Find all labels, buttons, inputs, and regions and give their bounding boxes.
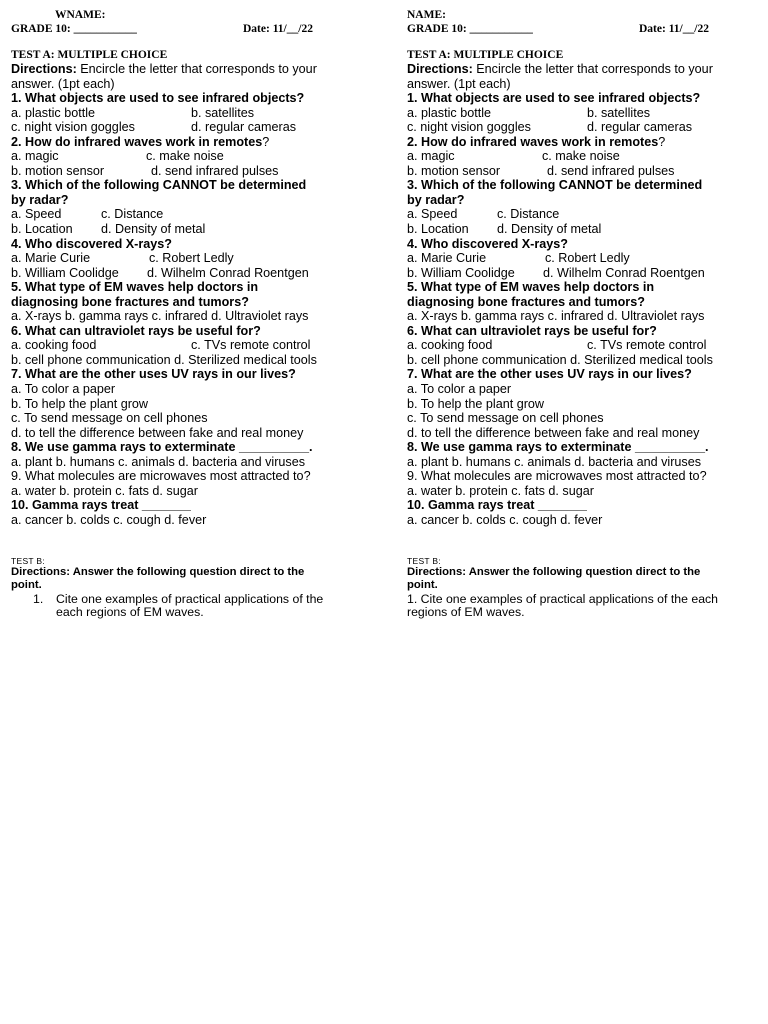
option: a. plastic bottle (11, 105, 96, 120)
question-1-options-row-1 (407, 106, 768, 121)
option: d. Density of metal (497, 222, 602, 237)
option: c. night vision goggles (407, 120, 531, 135)
question-2-end: ? (262, 134, 270, 149)
option: b. satellites (587, 105, 650, 120)
question-7: 7. What are the other uses UV rays in our lives? (407, 367, 692, 382)
option: d. regular cameras (191, 120, 296, 135)
option: c. To send message on cell phones (11, 411, 208, 426)
test-b-directions: Directions: Answer the following question direct to the (11, 565, 305, 578)
option: c. Distance (101, 207, 164, 222)
question-6-options-row-1 (11, 338, 375, 353)
question-5: 5. What type of EM waves help doctors in (11, 280, 259, 295)
directions-text: Encircle the letter that corresponds to your (80, 62, 317, 76)
option: d. Wilhelm Conrad Roentgen (147, 265, 309, 280)
option: a. cooking food (407, 338, 493, 353)
quiz-column-right (407, 8, 768, 620)
header-name-row (407, 8, 768, 22)
option: d. send infrared pulses (151, 163, 279, 178)
option: b. To help the plant grow (11, 396, 148, 411)
option: a. magic (11, 149, 59, 164)
directions-line (11, 62, 375, 77)
directions-text: Encircle the letter that corresponds to your (476, 62, 713, 76)
question-5-options: a. X-rays b. gamma rays c. infrared d. Ultraviolet rays (407, 309, 705, 324)
test-b-question-text-cont: regions of EM waves. (407, 605, 525, 619)
question-4-options-row-2 (407, 266, 768, 281)
header-name-row (11, 8, 375, 22)
question-2-options-row-2 (407, 164, 768, 179)
question-4: 4. Who discovered X-rays? (11, 236, 172, 251)
question-2-line (11, 135, 375, 150)
option: c. make noise (146, 149, 224, 164)
question-1-options-row-1 (11, 106, 375, 121)
option: a. Speed (407, 207, 458, 222)
question-4-options-row-1 (11, 251, 375, 266)
option: b. To help the plant grow (407, 396, 544, 411)
option: b. William Coolidge (407, 265, 515, 280)
date-label: Date: 11/__/22 (639, 23, 709, 35)
question-3: 3. Which of the following CANNOT be determined (11, 178, 307, 193)
question-3-options-row-2 (407, 222, 768, 237)
option: c. Distance (497, 207, 560, 222)
option: a. magic (407, 149, 455, 164)
question-6-options-row-2: b. cell phone communication d. Sterilized medical tools (407, 352, 713, 367)
question-3-options-row-2 (11, 222, 375, 237)
option: d. to tell the difference between fake and real money (407, 425, 700, 440)
option: c. To send message on cell phones (407, 411, 604, 426)
question-9-options: a. water b. protein c. fats d. sugar (407, 483, 594, 498)
option: d. Density of metal (101, 222, 206, 237)
question-4: 4. Who discovered X-rays? (407, 236, 568, 251)
question-10: 10. Gamma rays treat _______ (407, 498, 587, 513)
test-a-title: TEST A: MULTIPLE CHOICE (11, 49, 168, 61)
test-b-question-1 (407, 593, 768, 620)
directions-label: Directions: (407, 62, 473, 76)
question-2: 2. How do infrared waves work in remotes (407, 134, 659, 149)
question-9-options: a. water b. protein c. fats d. sugar (11, 483, 198, 498)
question-6: 6. What can ultraviolet rays be useful for? (407, 323, 657, 338)
test-b-question-number: 1. (33, 591, 44, 606)
question-8: 8. We use gamma rays to exterminate __________. (407, 440, 709, 455)
option: a. To color a paper (11, 382, 116, 397)
option: d. Wilhelm Conrad Roentgen (543, 265, 705, 280)
question-1-options-row-2 (11, 120, 375, 135)
option: b. Location (11, 222, 73, 237)
test-b-directions-cont: point. (11, 578, 42, 591)
option: c. night vision goggles (11, 120, 135, 135)
question-3-options-row-1 (407, 207, 768, 222)
test-b-question-text: 1. Cite one examples of practical applications of the each (407, 591, 719, 606)
test-b-question-1 (11, 593, 375, 620)
option: c. TVs remote control (587, 338, 707, 353)
name-label: WNAME: (55, 9, 106, 21)
directions-line (407, 62, 768, 77)
test-a-title: TEST A: MULTIPLE CHOICE (407, 49, 564, 61)
directions-text-2: answer. (1pt each) (11, 76, 115, 91)
test-b-question-text: Cite one examples of practical applications of the (56, 591, 324, 606)
question-2-options-row-1 (11, 149, 375, 164)
question-5-cont: diagnosing bone fractures and tumors? (11, 294, 249, 309)
option: b. Location (407, 222, 469, 237)
question-3: 3. Which of the following CANNOT be determined (407, 178, 703, 193)
option: a. Marie Curie (11, 251, 91, 266)
option: a. plastic bottle (407, 105, 492, 120)
question-1: 1. What objects are used to see infrared objects? (407, 91, 701, 106)
option: a. Marie Curie (407, 251, 487, 266)
question-5-options: a. X-rays b. gamma rays c. infrared d. Ultraviolet rays (11, 309, 309, 324)
question-5: 5. What type of EM waves help doctors in (407, 280, 655, 295)
test-b-directions-cont: point. (407, 578, 438, 591)
grade-label: GRADE 10: ___________ (407, 23, 533, 35)
question-10-options: a. cancer b. colds c. cough d. fever (11, 512, 207, 527)
test-b-question-text-cont: each regions of EM waves. (56, 605, 204, 619)
option: c. TVs remote control (191, 338, 311, 353)
test-a-body (407, 62, 768, 528)
question-6-options-row-1 (407, 338, 768, 353)
test-a-body (11, 62, 375, 528)
question-6-options-row-2: b. cell phone communication d. Sterilized medical tools (11, 352, 317, 367)
question-6: 6. What can ultraviolet rays be useful for? (11, 323, 261, 338)
question-10-options: a. cancer b. colds c. cough d. fever (407, 512, 603, 527)
question-7: 7. What are the other uses UV rays in our lives? (11, 367, 296, 382)
option: b. satellites (191, 105, 254, 120)
date-label: Date: 11/__/22 (243, 23, 313, 35)
option: c. make noise (542, 149, 620, 164)
grade-label: GRADE 10: ___________ (11, 23, 137, 35)
question-8-options: a. plant b. humans c. animals d. bacteria and viruses (407, 454, 702, 469)
question-8-options: a. plant b. humans c. animals d. bacteria and viruses (11, 454, 306, 469)
test-b-title: TEST B: (11, 555, 46, 566)
question-2-end: ? (658, 134, 666, 149)
option: c. Robert Ledly (545, 251, 630, 266)
question-8: 8. We use gamma rays to exterminate __________. (11, 440, 313, 455)
question-1-options-row-2 (407, 120, 768, 135)
question-3-cont: by radar? (407, 192, 465, 207)
question-2-options-row-1 (407, 149, 768, 164)
option: a. cooking food (11, 338, 97, 353)
option: d. to tell the difference between fake and real money (11, 425, 304, 440)
question-2-options-row-2 (11, 164, 375, 179)
question-4-options-row-2 (11, 266, 375, 281)
option: b. motion sensor (407, 163, 501, 178)
header-grade-row (407, 22, 768, 36)
question-3-options-row-1 (11, 207, 375, 222)
question-9: 9. What molecules are microwaves most attracted to? (11, 469, 311, 484)
option: b. motion sensor (11, 163, 105, 178)
option: d. regular cameras (587, 120, 692, 135)
directions-label: Directions: (11, 62, 77, 76)
question-2-line (407, 135, 768, 150)
header-grade-row (11, 22, 375, 36)
question-4-options-row-1 (407, 251, 768, 266)
name-label: NAME: (407, 9, 446, 21)
test-b-title: TEST B: (407, 555, 442, 566)
question-1: 1. What objects are used to see infrared objects? (11, 91, 305, 106)
option: a. Speed (11, 207, 62, 222)
question-5-cont: diagnosing bone fractures and tumors? (407, 294, 645, 309)
option: c. Robert Ledly (149, 251, 234, 266)
question-9: 9. What molecules are microwaves most attracted to? (407, 469, 707, 484)
question-2: 2. How do infrared waves work in remotes (11, 134, 263, 149)
option: d. send infrared pulses (547, 163, 675, 178)
quiz-column-left (11, 8, 375, 620)
test-b-directions: Directions: Answer the following question direct to the (407, 565, 701, 578)
question-10: 10. Gamma rays treat _______ (11, 498, 191, 513)
option: b. William Coolidge (11, 265, 119, 280)
option: a. To color a paper (407, 382, 512, 397)
question-3-cont: by radar? (11, 192, 69, 207)
directions-text-2: answer. (1pt each) (407, 76, 511, 91)
